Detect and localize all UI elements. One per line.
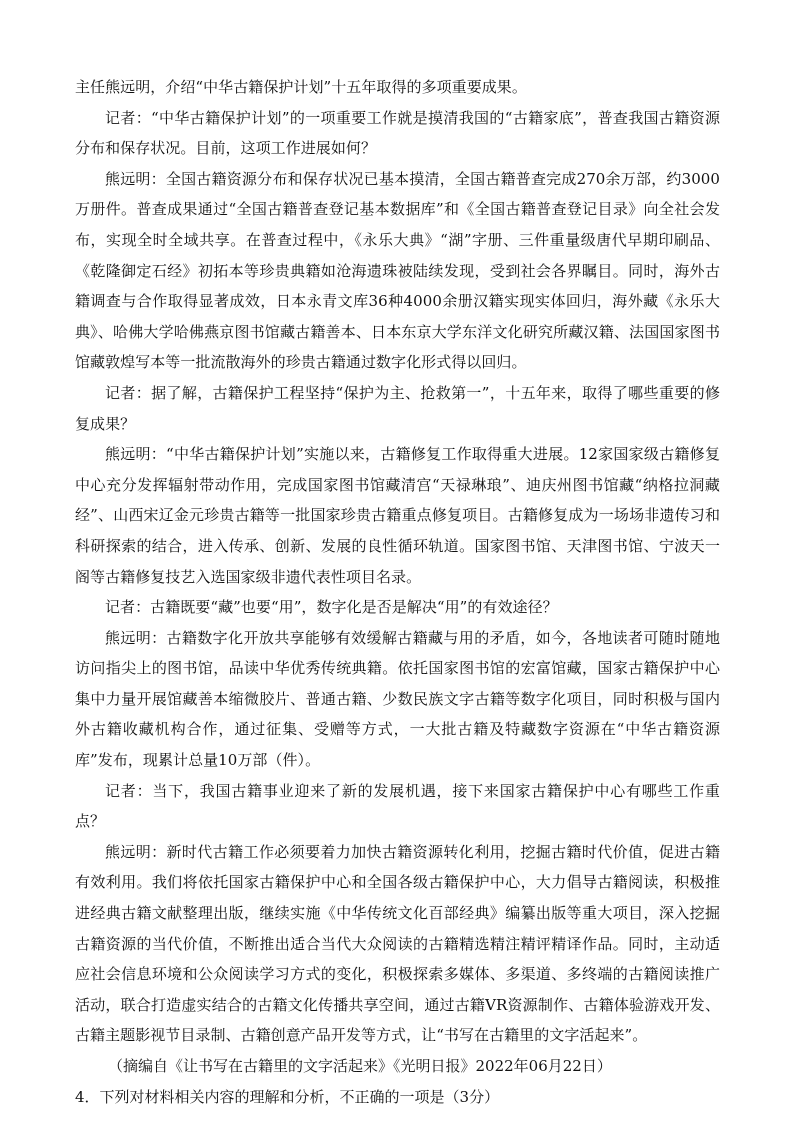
article-source-citation: （摘编自《让书写在古籍里的文字活起来》《光明日报》2022年06月22日） — [108, 1057, 612, 1075]
paragraph-intro: 主任熊远明，介绍“中华古籍保护计划”十五年取得的多项重要成果。 — [75, 78, 527, 96]
paragraph-reporter-question-4: 记者：当下，我国古籍事业迎来了新的发展机遇，接下来国家古籍保护中心有哪些工作重点？ — [75, 781, 720, 831]
paragraph-answer-2: 熊远明：“中华古籍保护计划”实施以来，古籍修复工作取得重大进展。12家国家级古籍修复中心充分发挥辐射带动作用，完成国家图书馆藏清宫“天禄琳琅”、迪庆州图书馆藏“纳格拉洞藏经”、山西宋辽金元珍贵古籍等一批国家珍贵古籍重点修复项目。古籍修复成为一场场非遗传习和科研探索的结合，进入传承、创新、发展的良性循环轨道。国家图书馆、天津图书馆、宁波天一阁等古籍修复技艺入选国家级非遗代表性项目名录。 — [75, 445, 720, 586]
document-page — [75, 72, 720, 1112]
paragraph-answer-1: 熊远明：全国古籍资源分布和保存状况已基本摸清，全国古籍普查完成270余万部，约3000万册件。普查成果通过“全国古籍普查登记基本数据库”和《全国古籍普查登记目录》向全社会发布，实现全时全域共享。在普查过程中，《永乐大典》“湖”字册、三件重量级唐代早期印刷品、《乾隆御定石经》初拓本等珍贵典籍如沧海遗珠被陆续发现，受到社会各界瞩目。同时，海外古籍调查与合作取得显著成效，日本永青文库36种4000余册汉籍实现实体回归，海外藏《永乐大典》、哈佛大学哈佛燕京图书馆藏古籍善本、日本东京大学东洋文化研究所藏汉籍、法国国家图书馆藏敦煌写本等一批流散海外的珍贵古籍通过数字化形式得以回归。 — [75, 169, 720, 372]
paragraph-reporter-question-1: 记者：“中华古籍保护计划”的一项重要工作就是摸清我国的“古籍家底”，普查我国古籍资源分布和保存状况。目前，这项工作进展如何？ — [75, 108, 720, 158]
paragraph-answer-4: 熊远明：新时代古籍工作必须要着力加快古籍资源转化利用，挖掘古籍时代价值，促进古籍有效利用。我们将依托国家古籍保护中心和全国各级古籍保护中心，大力倡导古籍阅读，积极推进经典古籍文献整理出版，继续实施《中华传统文化百部经典》编纂出版等重大项目，深入挖掘古籍资源的当代价值，不断推出适合当代大众阅读的古籍精选精注精评精译作品。同时，主动适应社会信息环境和公众阅读学习方式的变化，积极探索多媒体、多渠道、多终端的古籍阅读推广活动，联合打造虚实结合的古籍文化传播共享空间，通过古籍VR资源制作、古籍体验游戏开发、古籍主题影视节目录制、古籍创意产品开发等方式，让“书写在古籍里的文字活起来”。 — [75, 842, 720, 1045]
exam-question-4: 4．下列对材料相关内容的理解和分析，不正确的一项是（3分） — [75, 1087, 500, 1106]
paragraph-answer-3: 熊远明：古籍数字化开放共享能够有效缓解古籍藏与用的矛盾，如今，各地读者可随时随地访问指尖上的图书馆，品读中华优秀传统典籍。依托国家图书馆的宏富馆藏，国家古籍保护中心集中力量开展馆藏善本缩微胶片、普通古籍、少数民族文字古籍等数字化项目，同时积极与国内外古籍收藏机构合作，通过征集、受赠等方式，一大批古籍及特藏数字资源在“中华古籍资源库”发布，现累计总量10万部（件）。 — [75, 628, 720, 770]
paragraph-reporter-question-3: 记者：古籍既要“藏”也要“用”，数字化是否是解决“用”的有效途径？ — [105, 598, 558, 617]
paragraph-reporter-question-2: 记者：据了解，古籍保护工程坚持“保护为主、抢救第一”，十五年来，取得了哪些重要的修复成果？ — [75, 383, 720, 433]
